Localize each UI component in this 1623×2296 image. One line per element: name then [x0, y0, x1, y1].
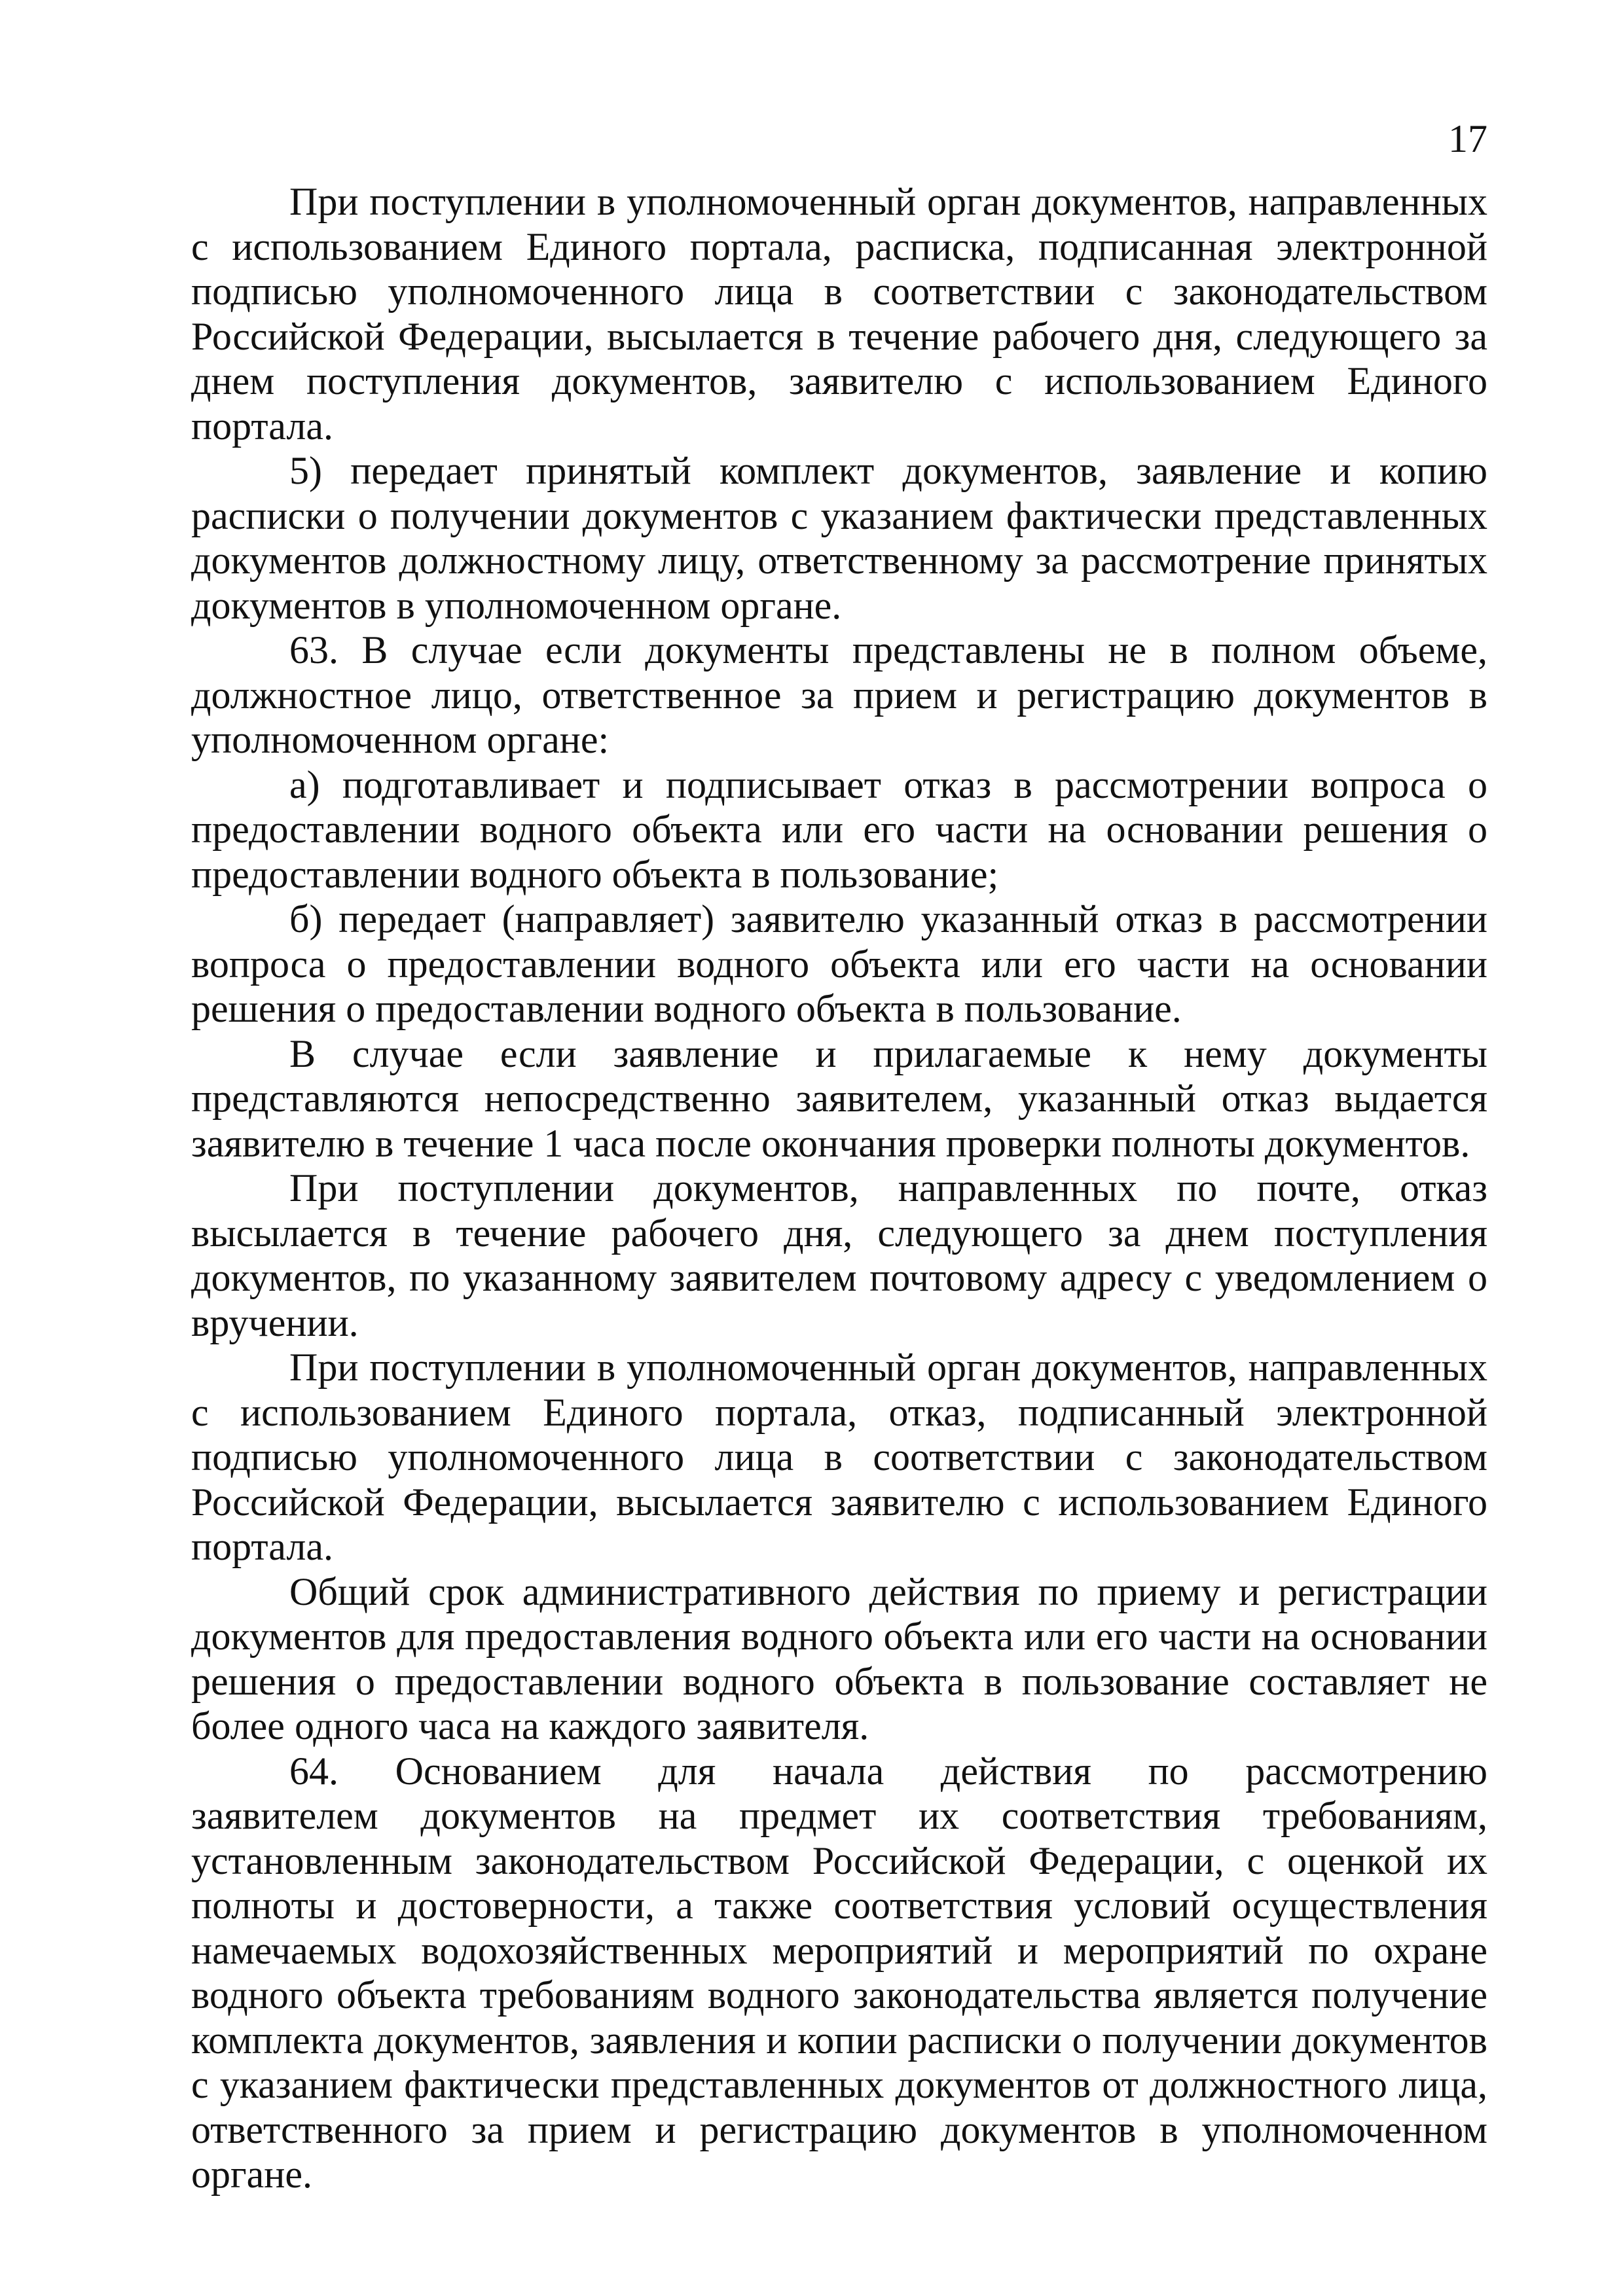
text-line: Российской Федерации, высылается в течение рабочего дня, следующего за	[191, 314, 1487, 358]
text-line: документов в уполномоченном органе.	[191, 583, 842, 627]
paragraph	[191, 1166, 1487, 1345]
text-line: предоставлении водного объекта в пользование;	[191, 852, 999, 896]
text-line: с использованием Единого портала, расписка, подписанная электронной	[191, 224, 1487, 268]
text-line: решения о предоставлении водного объекта в пользование составляет не	[191, 1659, 1487, 1703]
text-line: высылается в течение рабочего дня, следующего за днем поступления	[191, 1211, 1487, 1255]
text-line: При поступлении в уполномоченный орган документов, направленных	[289, 180, 1487, 223]
text-line: портала.	[191, 1525, 334, 1568]
paragraph	[191, 448, 1487, 628]
paragraph	[191, 1345, 1487, 1570]
text-line: вопроса о предоставлении водного объекта или его части на основании	[191, 942, 1487, 986]
text-line: с использованием Единого портала, отказ, подписанный электронной	[191, 1390, 1487, 1434]
text-line: б) передает (направляет) заявителю указанный отказ в рассмотрении	[289, 897, 1487, 941]
text-line: более одного часа на каждого заявителя.	[191, 1704, 869, 1748]
text-line: 63. В случае если документы представлены не в полном объеме,	[289, 628, 1487, 672]
paragraph	[191, 179, 1487, 448]
text-line: днем поступления документов, заявителю с использованием Единого	[191, 359, 1487, 403]
text-line: а) подготавливает и подписывает отказ в рассмотрении вопроса о	[289, 762, 1487, 806]
text-line: с указанием фактически представленных документов от должностного лица,	[191, 2063, 1487, 2106]
text-line: решения о предоставлении водного объекта в пользование.	[191, 987, 1182, 1030]
text-line: вручении.	[191, 1300, 359, 1344]
text-line: При поступлении в уполномоченный орган документов, направленных	[289, 1346, 1487, 1389]
text-line: полноты и достоверности, а также соответствия условий осуществления	[191, 1884, 1487, 1927]
text-line: 64. Основанием для начала действия по рассмотрению	[289, 1749, 1487, 1793]
paragraph	[191, 897, 1487, 1031]
paragraph	[191, 1570, 1487, 1749]
text-line: Общий срок административного действия по приему и регистрации	[289, 1570, 1487, 1613]
text-line: В случае если заявление и прилагаемые к нему документы	[289, 1031, 1487, 1075]
text-line: намечаемых водохозяйственных мероприятий и мероприятий по охране	[191, 1928, 1487, 1972]
text-line: представляются непосредственно заявителем, указанный отказ выдается	[191, 1077, 1487, 1120]
text-line: уполномоченном органе:	[191, 718, 610, 761]
paragraph	[191, 1749, 1487, 2197]
text-line: предоставлении водного объекта или его части на основании решения о	[191, 808, 1487, 851]
text-line: ответственного за прием и регистрацию документов в уполномоченном	[191, 2108, 1487, 2151]
text-line: подписью уполномоченного лица в соответствии с законодательством	[191, 1435, 1487, 1479]
text-line: должностное лицо, ответственное за прием и регистрацию документов в	[191, 673, 1487, 717]
text-line: расписки о получении документов с указанием фактически представленных	[191, 493, 1487, 537]
text-line: портала.	[191, 404, 334, 448]
text-line: документов, по указанному заявителем почтовому адресу с уведомлением о	[191, 1256, 1487, 1299]
text-line: При поступлении документов, направленных по почте, отказ	[289, 1166, 1487, 1210]
text-line: подписью уполномоченного лица в соответствии с законодательством	[191, 270, 1487, 313]
text-line: заявителем документов на предмет их соответствия требованиям,	[191, 1794, 1487, 1837]
text-line: документов для предоставления водного объекта или его части на основании	[191, 1615, 1487, 1658]
paragraph	[191, 1031, 1487, 1166]
text-line: комплекта документов, заявления и копии расписки о получении документов	[191, 2018, 1487, 2062]
text-line: водного объекта требованиям водного законодательства является получение	[191, 1973, 1487, 2017]
paragraph	[191, 628, 1487, 762]
text-line: установленным законодательством Российской Федерации, с оценкой их	[191, 1839, 1487, 1882]
document-body	[191, 179, 1487, 2197]
page-number: 17	[1448, 117, 1487, 160]
text-line: органе.	[191, 2153, 312, 2196]
text-line: Российской Федерации, высылается заявителю с использованием Единого	[191, 1480, 1487, 1524]
text-line: заявителю в течение 1 часа после окончания проверки полноты документов.	[191, 1121, 1470, 1165]
paragraph	[191, 762, 1487, 897]
text-line: документов должностному лицу, ответственному за рассмотрение принятых	[191, 539, 1487, 582]
text-line: 5) передает принятый комплект документов, заявление и копию	[289, 449, 1487, 492]
